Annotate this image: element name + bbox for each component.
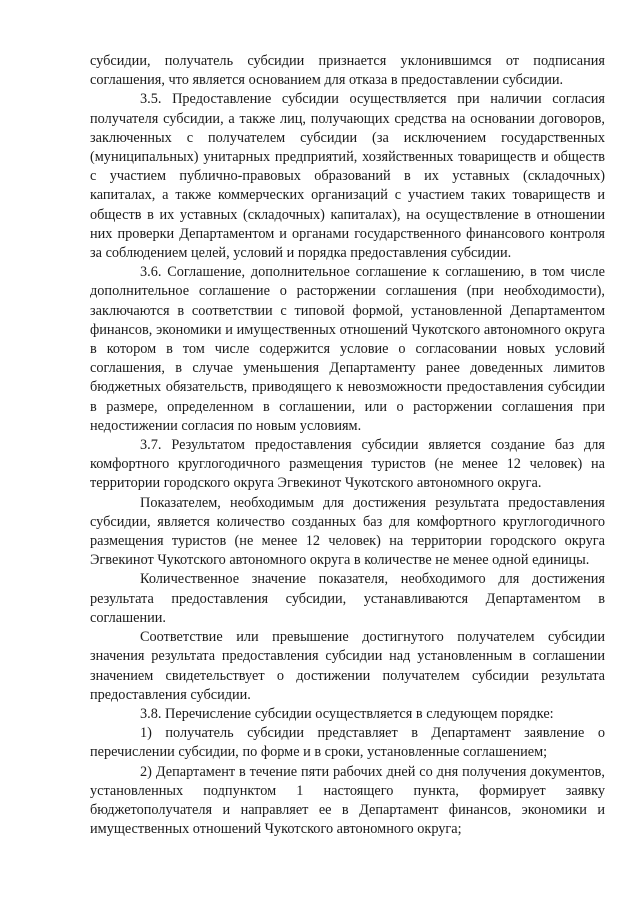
paragraph-3-7: 3.7. Результатом предоставления субсидии является создание баз для комфортного круглогодичного размещения туристов (не менее 12 человек) на территории городского округа Эгвекинот Чукотского автономного округа. <box>90 437 605 492</box>
paragraph-3-6: 3.6. Соглашение, дополнительное соглашение к соглашению, в том числе дополнительное соглашение о расторжении соглашения (при необходимости), заключаются в соответствии с типовой формой, установленной Департаментом финансов, экономики и имущественных отношений Чукотского автономного округа в котором в том числе содержится условие о согласовании новых условий соглашения, в случае уменьшения Департаменту ранее доведенных лимитов бюджетных обязательств, приводящего к невозможности предоставления субсидии в размере, определенном в соглашении, или о расторжении соглашения при недостижении согласия по новым условиям. <box>90 264 605 434</box>
paragraph-3-8-item-1: 1) получатель субсидии представляет в Департамент заявление о перечислении субсидии, по форме и в сроки, установленные соглашением; <box>90 725 605 761</box>
paragraph-3-5: 3.5. Предоставление субсидии осуществляется при наличии согласия получателя субсидии, а также лиц, получающих средства на основании договоров, заключенных с получателем субсидии (за исключением государственных (муниципальных) унитарных предприятий, хозяйственных товариществ и обществ с участием публично-правовых образований в их уставных (складочных) капиталах, а также коммерческих организаций с участием таких товариществ и обществ в их уставных (складочных) капиталах), на осуществление в отношении них проверки Департаментом и органами государственного финансового контроля за соблюдением целей, условий и порядка предоставления субсидии. <box>90 91 605 262</box>
document-page <box>90 52 605 839</box>
paragraph-refusal-clause: субсидии, получатель субсидии признается уклонившимся от подписания соглашения, что является основанием для отказа в предоставлении субсидии. <box>90 53 605 89</box>
paragraph-indicator-value: Количественное значение показателя, необходимого для достижения результата предоставления субсидии, устанавливаются Департаментом в соглашении. <box>90 571 605 626</box>
paragraph-3-8: 3.8. Перечисление субсидии осуществляется в следующем порядке: <box>140 705 554 722</box>
paragraph-indicator: Показателем, необходимым для достижения результата предоставления субсидии, является количество созданных баз для комфортного круглогодичного размещения туристов (не менее 12 человек) на территории городского округа Эгвекинот Чукотского автономного округа в количестве не менее одной единицы. <box>90 494 605 569</box>
paragraph-3-8-item-2: 2) Департамент в течение пяти рабочих дней со дня получения документов, установленных подпунктом 1 настоящего пункта, формирует заявку бюджетополучателя и направляет ее в Департамент финансов, экономики и имущественных отношений Чукотского автономного округа; <box>90 763 605 838</box>
paragraph-compliance: Соответствие или превышение достигнутого получателем субсидии значения результата предоставления субсидии над установленным в соглашении значением свидетельствует о достижении получателем субсидии результата предоставления субсидии. <box>90 629 605 703</box>
